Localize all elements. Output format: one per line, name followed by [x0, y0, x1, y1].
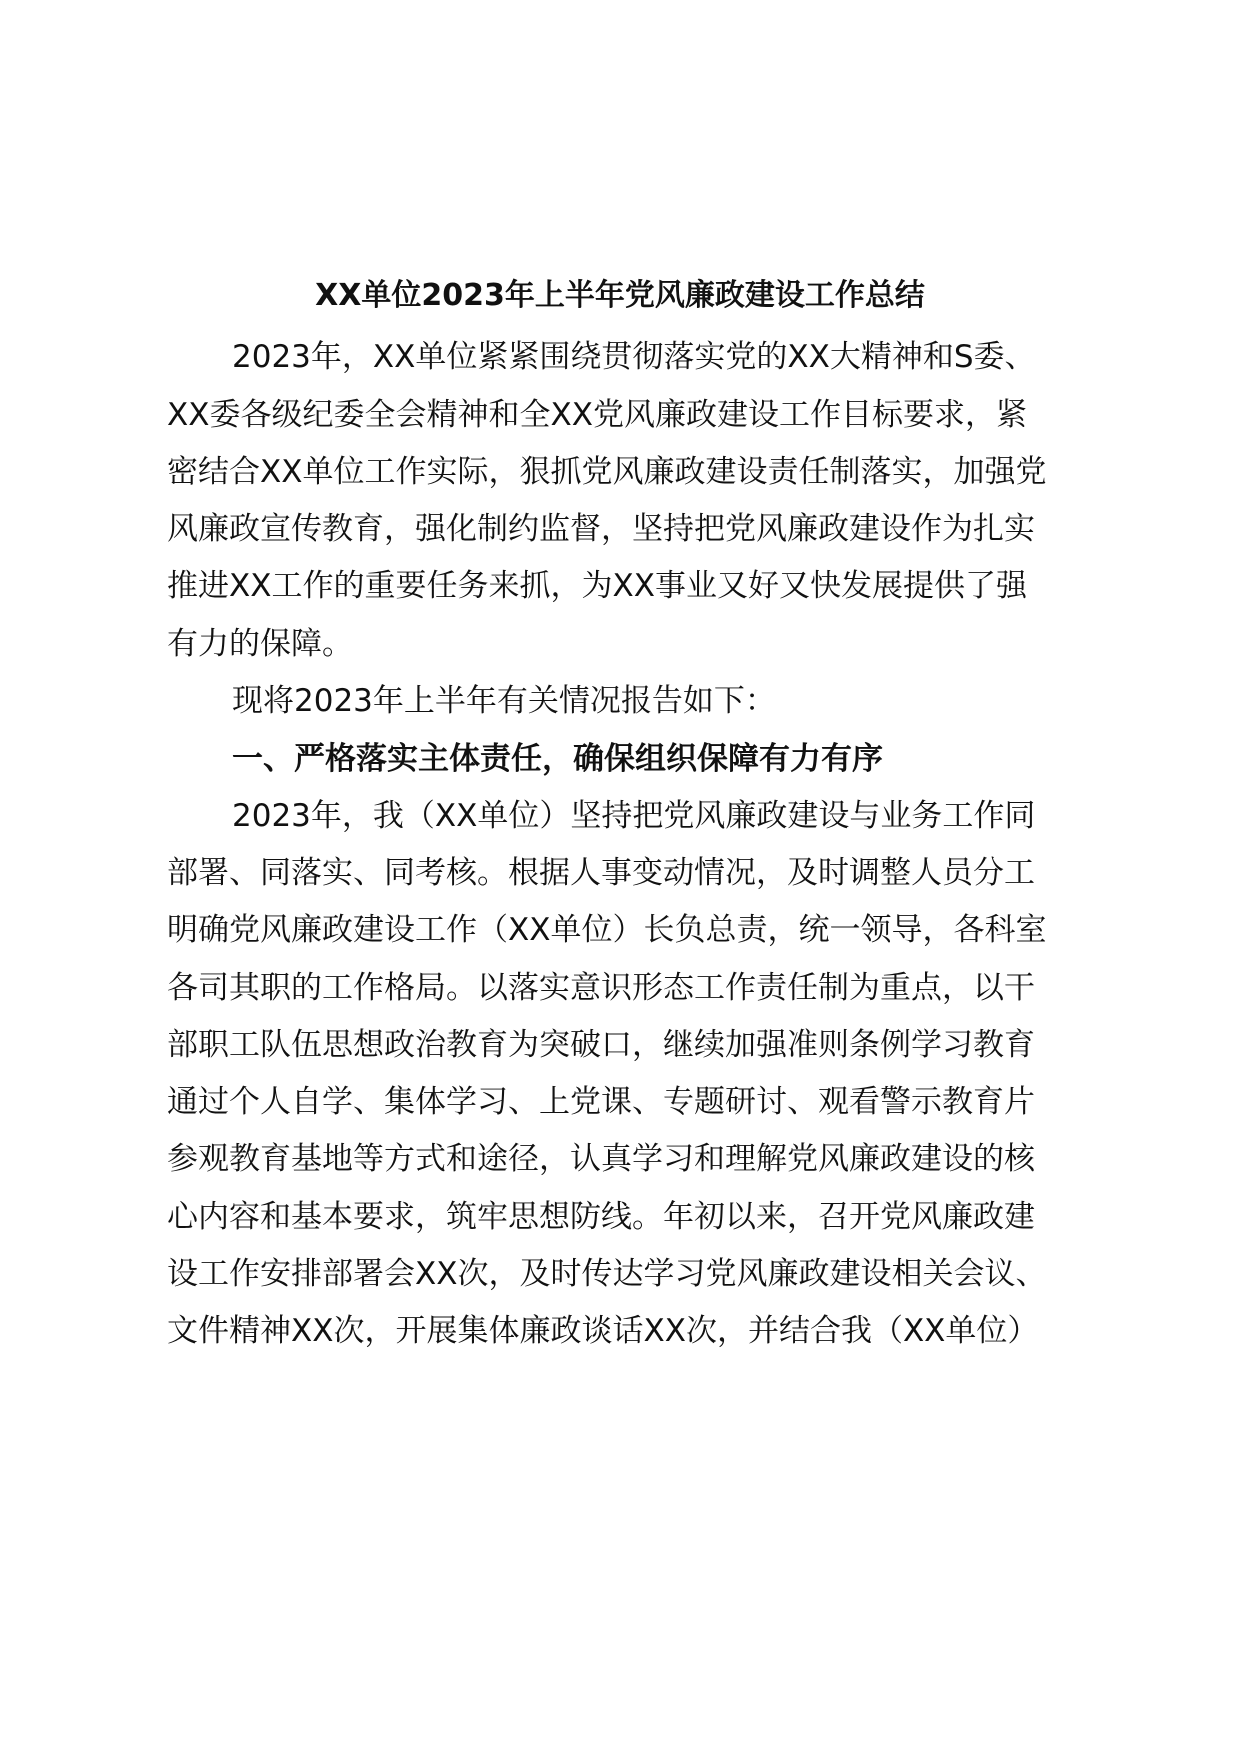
paragraph-1-line-3: 密结合XX单位工作实际，狠抓党风廉政建设责任制落实，加强党	[167, 454, 1047, 490]
paragraph-3-line-7: 参观教育基地等方式和途径，认真学习和理解党风廉政建设的核	[167, 1141, 1035, 1177]
section-1-heading: 一、严格落实主体责任，确保组织保障有力有序	[232, 741, 883, 777]
paragraph-3-line-6: 通过个人自学、集体学习、上党课、专题研讨、观看警示教育片	[167, 1084, 1035, 1120]
paragraph-3-line-3: 明确党风廉政建设工作（XX单位）长负总责，统一领导，各科室	[167, 912, 1047, 948]
paragraph-3-line-4: 各司其职的工作格局。以落实意识形态工作责任制为重点，以干	[167, 970, 1035, 1006]
paragraph-1-line-2: XX委各级纪委全会精神和全XX党风廉政建设工作目标要求，紧	[167, 397, 1027, 433]
document-title: XX单位2023年上半年党风廉政建设工作总结	[315, 278, 925, 313]
paragraph-1-line-4: 风廉政宣传教育，强化制约监督，坚持把党风廉政建设作为扎实	[167, 511, 1035, 547]
paragraph-3-line-1: 2023年，我（XX单位）坚持把党风廉政建设与业务工作同	[232, 798, 1036, 834]
paragraph-3-line-5: 部职工队伍思想政治教育为突破口，继续加强准则条例学习教育	[167, 1027, 1035, 1063]
paragraph-3-line-10: 文件精神XX次，开展集体廉政谈话XX次，并结合我（XX单位）	[167, 1313, 1039, 1349]
paragraph-1-line-6: 有力的保障。	[167, 626, 353, 662]
paragraph-2: 现将2023年上半年有关情况报告如下：	[232, 683, 776, 719]
paragraph-3-line-9: 设工作安排部署会XX次，及时传达学习党风廉政建设相关会议、	[167, 1256, 1047, 1292]
paragraph-1-line-5: 推进XX工作的重要任务来抓，为XX事业又好又快发展提供了强	[167, 568, 1027, 604]
paragraph-1-line-1: 2023年，XX单位紧紧围绕贯彻落实党的XX大精神和S委、	[232, 339, 1036, 375]
paragraph-3-line-8: 心内容和基本要求，筑牢思想防线。年初以来，召开党风廉政建	[167, 1199, 1035, 1235]
paragraph-3-line-2: 部署、同落实、同考核。根据人事变动情况，及时调整人员分工	[167, 855, 1035, 891]
